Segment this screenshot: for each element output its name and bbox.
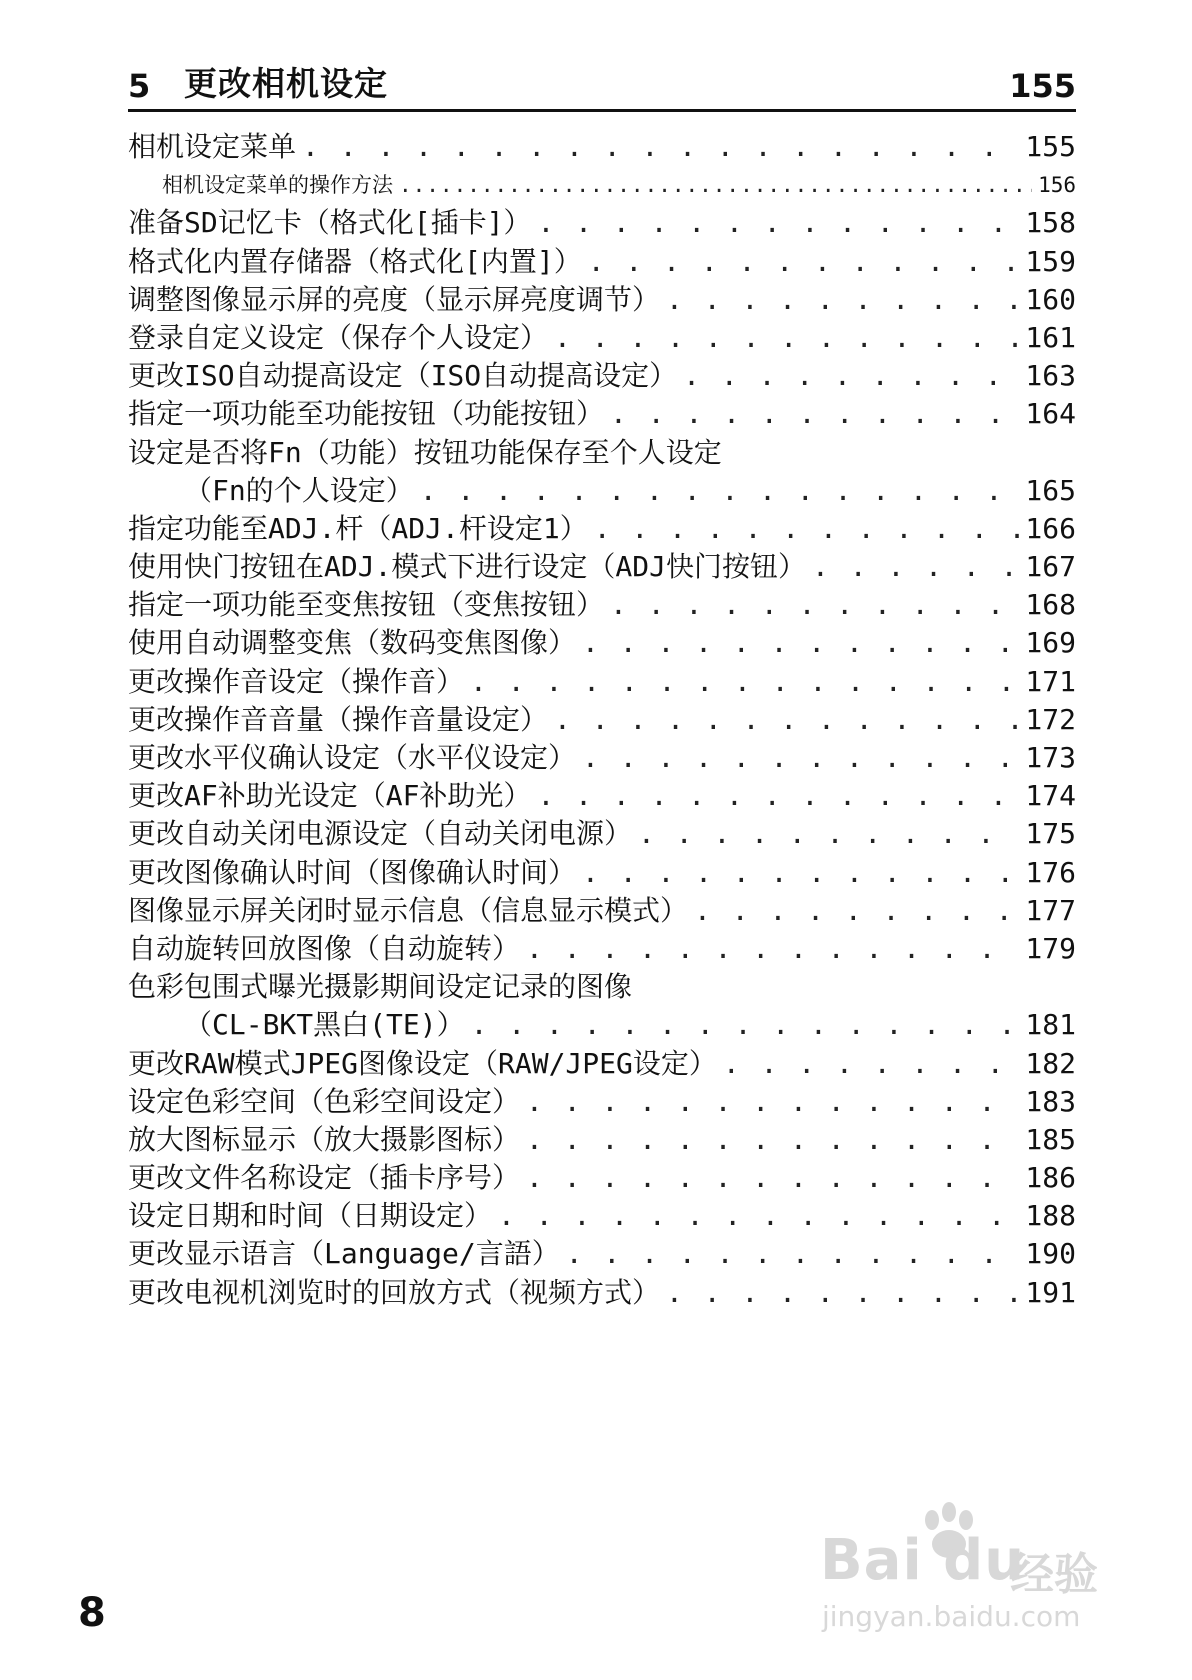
toc-entry [128, 1045, 1076, 1083]
toc-entry-page: 165 [1025, 473, 1076, 507]
toc-entry [128, 128, 1076, 166]
baidu-jingyan-watermark [820, 1500, 1160, 1650]
toc-entry-page: 159 [1025, 244, 1076, 278]
toc-leader-dots [594, 510, 1020, 548]
toc-entry-title: 设定是否将Fn（功能）按钮功能保存至个人设定 [128, 435, 722, 469]
toc-leader-dots [526, 1083, 1019, 1121]
toc-leader-dots [683, 357, 1019, 395]
toc-leader-dots [566, 1235, 1020, 1273]
toc-entry [128, 204, 1076, 242]
toc-entry-title: 更改文件名称设定（插卡序号） [128, 1161, 521, 1195]
toc-leader-dots [498, 1197, 1019, 1235]
toc-entry [128, 166, 1076, 204]
toc-entry-title: 更改操作音设定（操作音） [128, 664, 465, 698]
toc-entry-title: 格式化内置存储器（格式化[内置]） [128, 244, 582, 278]
toc-entry [128, 1235, 1076, 1273]
toc-leader-dots [470, 663, 1019, 701]
toc-entry-title: 指定功能至ADJ.杆（ADJ.杆设定1） [128, 511, 588, 545]
toc-entry-page: 164 [1025, 397, 1076, 431]
toc-entry-page: 160 [1025, 282, 1076, 316]
toc-entry-page: 169 [1025, 626, 1076, 660]
toc-entry-title: 更改RAW模式JPEG图像设定（RAW/JPEG设定） [128, 1046, 717, 1080]
toc-entry-title: 使用快门按钮在ADJ.模式下进行设定（ADJ快门按钮） [128, 550, 807, 584]
toc-entry-title: 相机设定菜单 [128, 130, 297, 163]
toc-entry-page: 179 [1025, 931, 1076, 965]
toc-entry [128, 701, 1076, 739]
toc-entry-page: 173 [1025, 741, 1076, 774]
toc-entry [128, 1274, 1076, 1312]
toc-leader-dots [420, 472, 1020, 510]
toc-entry-title: 设定色彩空间（色彩空间设定） [128, 1084, 521, 1118]
toc-entry [128, 1121, 1076, 1159]
toc-entry-page: 191 [1025, 1275, 1076, 1309]
toc-leader-dots [694, 892, 1019, 930]
toc-entry [128, 319, 1076, 357]
toc-entry-page: 181 [1025, 1008, 1076, 1042]
toc-leader-dots [537, 204, 1019, 242]
toc-entry-title: 更改操作音音量（操作音量设定） [128, 702, 549, 736]
toc-leader-dots [526, 1159, 1019, 1197]
toc-entry [128, 281, 1076, 319]
toc-leader-dots [582, 739, 1019, 777]
toc-leader-dots [723, 1045, 1020, 1083]
toc-entry-page: 156 [1038, 173, 1076, 198]
chapter-number: 5 [128, 67, 151, 105]
watermark-jingyan-text: 经验 [1010, 1549, 1098, 1600]
toc-leader-dots [582, 854, 1019, 892]
toc-leader-dots [638, 815, 1019, 853]
toc-entry [128, 1006, 1076, 1044]
toc-entry-title: 放大图标显示（放大摄影图标） [128, 1122, 521, 1156]
toc-entry [128, 357, 1076, 395]
toc-entry-title: 指定一项功能至变焦按钮（变焦按钮） [128, 588, 605, 622]
toc-entry-title: 更改显示语言（Language/言語） [128, 1237, 560, 1271]
toc-entry [128, 815, 1076, 853]
toc-entry-title: 相机设定菜单的操作方法 [162, 173, 393, 198]
toc-entry [128, 548, 1076, 586]
toc-entry-title: （Fn的个人设定） [184, 473, 414, 507]
toc-entry [128, 1159, 1076, 1197]
toc-leader-dots [666, 281, 1019, 319]
toc-entry-page: 183 [1025, 1084, 1076, 1118]
toc-entry-title: 图像显示屏关闭时显示信息（信息显示模式） [128, 893, 689, 927]
toc-entry [128, 968, 1076, 1006]
toc-entry-page: 186 [1025, 1161, 1076, 1195]
toc-leader-dots [537, 777, 1019, 815]
toc-leader-dots [610, 395, 1019, 433]
toc-entry-title: 使用自动调整变焦（数码变焦图像） [128, 626, 577, 660]
toc-entry-page: 188 [1025, 1199, 1076, 1233]
toc-leader-dots [582, 624, 1019, 662]
toc-entry-title: 指定一项功能至功能按钮（功能按钮） [128, 397, 605, 431]
toc-entry-title: 自动旋转回放图像（自动旋转） [128, 931, 521, 965]
toc-entry [128, 586, 1076, 624]
toc-entry [128, 510, 1076, 548]
table-of-contents [128, 128, 1076, 1312]
toc-leader-dots [554, 701, 1019, 739]
toc-entry-title: 准备SD记忆卡（格式化[插卡]） [128, 206, 532, 240]
toc-leader-dots [471, 1006, 1020, 1044]
toc-entry-title: 设定日期和时间（日期设定） [128, 1199, 493, 1233]
toc-entry [128, 739, 1076, 777]
toc-entry [128, 930, 1076, 968]
chapter-page-number: 155 [1009, 67, 1076, 105]
toc-entry [128, 624, 1076, 662]
toc-entry-page: 182 [1025, 1046, 1076, 1080]
watermark-url: jingyan.baidu.com [822, 1600, 1081, 1633]
toc-entry-title: 更改自动关闭电源设定（自动关闭电源） [128, 817, 633, 851]
chapter-header [128, 64, 1076, 112]
toc-entry [128, 892, 1076, 930]
toc-entry-title: 更改ISO自动提高设定（ISO自动提高设定） [128, 359, 678, 393]
watermark-logo-text: Bai du [820, 1528, 1026, 1593]
toc-leader-dots [588, 243, 1020, 281]
toc-entry-page: 176 [1025, 855, 1076, 889]
toc-leader-dots [554, 319, 1019, 357]
toc-entry [128, 434, 1076, 472]
toc-entry-title: 更改水平仪确认设定（水平仪设定） [128, 741, 577, 774]
toc-leader-dots [812, 548, 1019, 586]
toc-leader-dots [610, 586, 1019, 624]
toc-entry-title: 调整图像显示屏的亮度（显示屏亮度调节） [128, 282, 661, 316]
toc-entry-page: 163 [1025, 359, 1076, 393]
toc-entry-page: 158 [1025, 206, 1076, 240]
toc-entry-page: 161 [1025, 320, 1076, 354]
toc-entry-page: 167 [1025, 550, 1076, 584]
toc-entry-page: 174 [1025, 779, 1076, 813]
toc-entry-title: 更改电视机浏览时的回放方式（视频方式） [128, 1275, 661, 1309]
page-number: 8 [78, 1590, 106, 1636]
toc-leader-dots [302, 128, 1019, 166]
toc-entry-title: 色彩包围式曝光摄影期间设定记录的图像 [128, 970, 633, 1004]
toc-entry [128, 777, 1076, 815]
toc-entry-page: 177 [1025, 893, 1076, 927]
toc-entry-title: （CL-BKT黑白(TE)） [184, 1008, 465, 1042]
toc-entry-page: 168 [1025, 588, 1076, 622]
toc-entry-page: 172 [1025, 702, 1076, 736]
toc-entry-page: 166 [1025, 511, 1076, 545]
toc-leader-dots [399, 166, 1032, 204]
toc-entry [128, 854, 1076, 892]
toc-entry-page: 175 [1025, 817, 1076, 851]
toc-entry-page: 155 [1025, 130, 1076, 163]
toc-entry-page: 185 [1025, 1122, 1076, 1156]
toc-entry [128, 472, 1076, 510]
toc-entry [128, 243, 1076, 281]
toc-entry [128, 1197, 1076, 1235]
toc-leader-dots [526, 930, 1019, 968]
toc-entry-page: 190 [1025, 1237, 1076, 1271]
toc-leader-dots [526, 1121, 1019, 1159]
toc-entry-title: 更改图像确认时间（图像确认时间） [128, 855, 577, 889]
toc-entry-page: 171 [1025, 664, 1076, 698]
toc-entry-title: 更改AF补助光设定（AF补助光） [128, 779, 532, 813]
chapter-title: 更改相机设定 [184, 64, 388, 103]
toc-entry [128, 395, 1076, 433]
toc-entry [128, 1083, 1076, 1121]
toc-entry-title: 登录自定义设定（保存个人设定） [128, 320, 549, 354]
toc-leader-dots [666, 1274, 1019, 1312]
toc-entry [128, 663, 1076, 701]
